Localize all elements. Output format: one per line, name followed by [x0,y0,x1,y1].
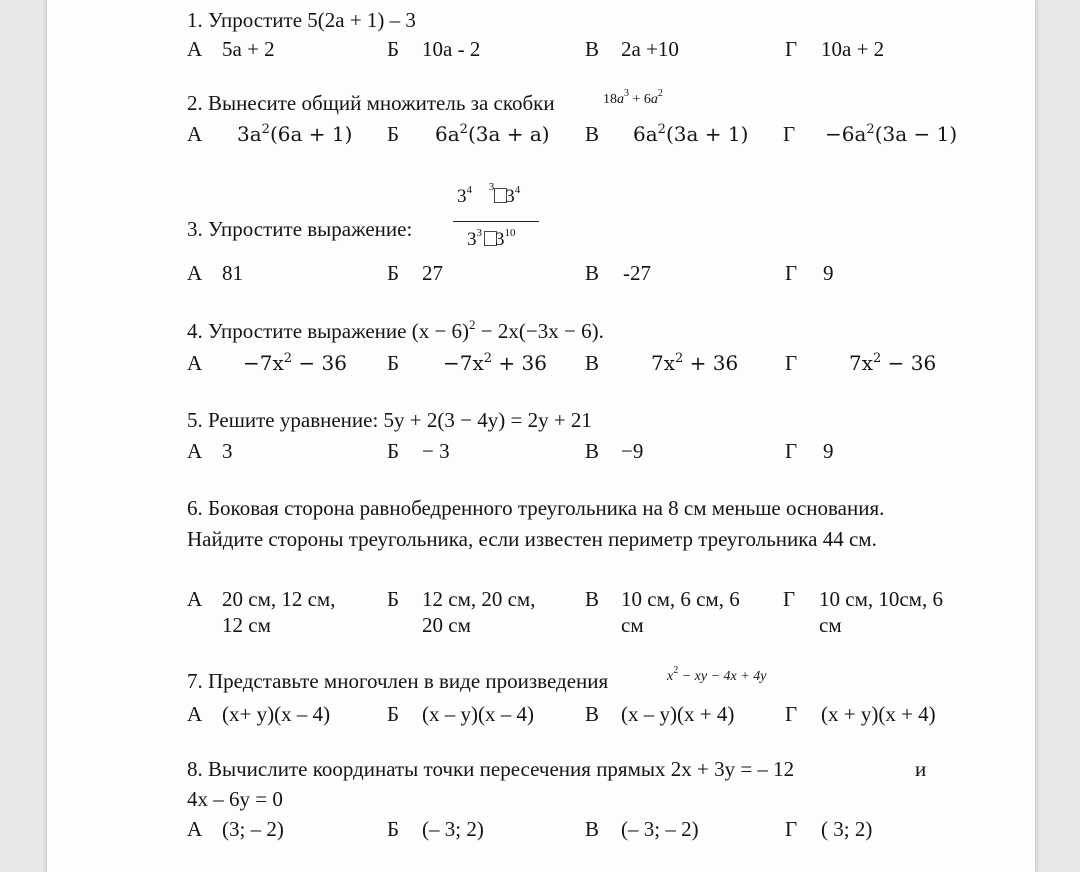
q3-option-d-letter: Г [785,261,798,285]
q8-option-c: (– 3; – 2) [621,817,699,841]
q4-option-a: $-7x^2 - 36$ [243,351,347,375]
q8-option-d-letter: Г [785,817,798,841]
q4-option-a-letter: А [187,351,203,375]
question-3-text: 3. Упростите выражение: [187,217,413,241]
q7-option-b-letter: Б [387,702,400,726]
q1-option-a: 5а + 2 [222,37,275,61]
q5-option-d: 9 [823,439,834,463]
q6-option-b-line-1: 12 см, 20 см, [422,587,536,611]
q5-option-a: 3 [222,439,233,463]
question-1-text: 1. Упростите 5(2а + 1) – 3 [187,8,416,32]
q5-option-b: − 3 [422,439,450,463]
q3-option-a: 81 [222,261,243,285]
q8-option-a: (3; – 2) [222,817,284,841]
q6-option-d-letter: Г [783,587,796,611]
q7-option-d-letter: Г [785,702,798,726]
question-2-text: 2. Вынесите общий множитель за скобки [187,91,555,115]
q3-option-b: 27 [422,261,443,285]
q8-option-b-letter: Б [387,817,400,841]
q2-option-c: $6a^2(3a + 1)$ [633,122,749,146]
q4-option-b: $-7x^2 + 36$ [443,351,547,375]
q7-option-c: (x – y)(x + 4) [621,702,735,726]
q6-option-c-letter: В [585,587,600,611]
q4-option-c-letter: В [585,351,600,375]
question-7-expression: $x^2$ − xy − 4x + 4y [667,665,767,684]
q6-option-c-line-2: см [621,613,644,637]
q2-option-a-letter: А [187,122,203,146]
q6-option-a-line-2: 12 см [222,613,271,637]
document-page [46,0,1036,872]
q2-option-d-letter: Г [783,122,796,146]
q4-option-d: $7x^2 - 36$ [849,351,937,375]
q6-option-a-line-1: 20 см, 12 см, [222,587,336,611]
q6-option-c-line-1: 10 см, 6 см, 6 [621,587,740,611]
q1-option-a-letter: А [187,37,203,61]
question-5-text: 5. Решите уравнение: 5y + 2(3 − 4y) = 2y + 21 [187,408,592,432]
q2-option-b: $6a^2(3a + a)$ [435,122,550,146]
q5-option-a-letter: А [187,439,203,463]
q8-option-b: (– 3; 2) [422,817,484,841]
q6-option-a-letter: А [187,587,203,611]
q5-option-c: −9 [621,439,644,463]
question-7-text: 7. Представьте многочлен в виде произведения [187,669,609,693]
q5-option-d-letter: Г [785,439,798,463]
q3-option-b-letter: Б [387,261,400,285]
q5-option-c-letter: В [585,439,600,463]
q4-option-b-letter: Б [387,351,400,375]
q7-option-a-letter: А [187,702,203,726]
q1-option-d-letter: Г [785,37,798,61]
q8-option-a-letter: А [187,817,203,841]
fraction-numerator: $3^4$ $^3$ $3^4$ [457,181,521,207]
q1-option-d: 10а + 2 [821,37,885,61]
q1-option-b-letter: Б [387,37,400,61]
q4-option-d-letter: Г [785,351,798,375]
question-8-line-2: 4x – 6y = 0 [187,787,283,811]
q6-option-b-line-2: 20 см [422,613,471,637]
q3-option-a-letter: А [187,261,203,285]
q4-option-c: $7x^2 + 36$ [651,351,739,375]
q3-option-d: 9 [823,261,834,285]
question-6-line-2: Найдите стороны треугольника, если известен периметр треугольника 44 см. [187,527,877,551]
question-4-text: 4. Упростите выражение $(x - 6)^2 - 2x(-3x - 6)$. [187,317,604,343]
q6-option-d-line-2: см [819,613,842,637]
q2-option-d: $-6a^2(3a - 1)$ [825,122,958,146]
q7-option-a: (x+ y)(x – 4) [222,702,331,726]
question-8-line-1: 8. Вычислите координаты точки пересечения прямых 2x + 3y = – 12 [187,757,795,781]
q1-option-b: 10а - 2 [422,37,481,61]
fraction-line [453,221,539,222]
fraction-denominator: $3^3$ $3^{10}$ [467,227,516,250]
q8-option-c-letter: В [585,817,600,841]
q2-option-a: $3a^2(6a + 1)$ [237,122,353,146]
q3-option-c-letter: В [585,261,600,285]
q5-option-b-letter: Б [387,439,400,463]
q2-option-b-letter: Б [387,122,400,146]
q8-option-d: ( 3; 2) [821,817,873,841]
q1-option-c-letter: В [585,37,600,61]
question-6-line-1: 6. Боковая сторона равнобедренного треугольника на 8 см меньше основания. [187,496,885,520]
question-8-conjunction: и [915,757,927,781]
q7-option-c-letter: В [585,702,600,726]
q7-option-d: (x + y)(x + 4) [821,702,936,726]
q3-option-c: -27 [623,261,651,285]
q6-option-d-line-1: 10 см, 10см, 6 [819,587,943,611]
q7-option-b: (x – y)(x – 4) [422,702,534,726]
q2-option-c-letter: В [585,122,600,146]
q6-option-b-letter: Б [387,587,400,611]
q1-option-c: 2а +10 [621,37,679,61]
question-2-expression: $18a^3 + 6a^2$ [603,88,663,107]
